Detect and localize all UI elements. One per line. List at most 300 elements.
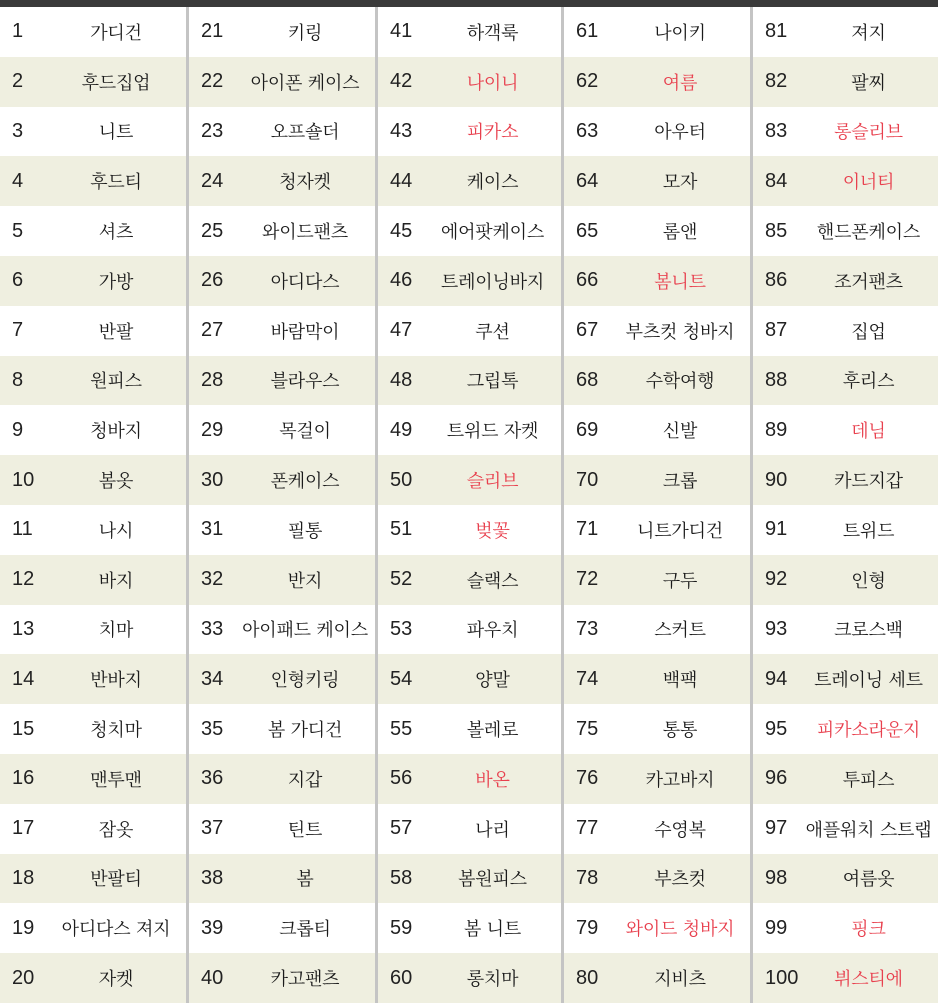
rank-number: 34 bbox=[201, 667, 224, 690]
keyword-label[interactable]: 청치마 bbox=[90, 720, 142, 742]
keyword-row[interactable] bbox=[564, 555, 750, 605]
rank-number: 49 bbox=[390, 418, 413, 441]
keyword-label[interactable]: 트레이닝 세트 bbox=[814, 670, 923, 692]
rank-number: 58 bbox=[390, 866, 413, 889]
rank-number: 14 bbox=[12, 667, 35, 690]
keyword-row[interactable] bbox=[0, 7, 186, 57]
keyword-label[interactable]: 반팔 bbox=[98, 321, 134, 343]
keyword-row[interactable] bbox=[753, 654, 938, 704]
keyword-label[interactable]: 니트 bbox=[98, 122, 134, 144]
rank-number: 26 bbox=[201, 269, 224, 292]
rank-number: 92 bbox=[765, 568, 788, 591]
keyword-label[interactable]: 트위드 bbox=[842, 520, 895, 542]
rank-number: 46 bbox=[390, 269, 413, 292]
rank-number: 64 bbox=[576, 169, 599, 192]
keyword-label[interactable]: 반지 bbox=[287, 570, 323, 592]
keyword-label[interactable]: 수영복 bbox=[654, 819, 706, 841]
keyword-row[interactable] bbox=[378, 405, 561, 455]
keyword-row[interactable] bbox=[378, 854, 561, 904]
rank-number: 33 bbox=[201, 617, 224, 640]
keyword-label[interactable]: 백팩 bbox=[662, 670, 698, 692]
keyword-label[interactable]: 나시 bbox=[98, 520, 134, 542]
rank-number: 22 bbox=[201, 70, 224, 93]
keyword-label[interactable]: 핸드폰케이스 bbox=[816, 222, 921, 244]
keyword-row[interactable] bbox=[564, 704, 750, 754]
keyword-row[interactable] bbox=[189, 505, 375, 555]
rank-number: 81 bbox=[765, 20, 788, 43]
keyword-row[interactable] bbox=[0, 57, 186, 107]
keyword-row[interactable] bbox=[378, 206, 561, 256]
keyword-row[interactable] bbox=[753, 505, 938, 555]
rank-number: 68 bbox=[576, 368, 599, 391]
keyword-row[interactable] bbox=[753, 206, 938, 256]
rank-number: 39 bbox=[201, 916, 224, 939]
ranking-column bbox=[0, 7, 186, 1003]
keyword-label[interactable]: 카드지갑 bbox=[834, 471, 903, 493]
keyword-row[interactable] bbox=[564, 156, 750, 206]
rank-number: 88 bbox=[765, 368, 788, 391]
keyword-label-highlighted[interactable]: 바온 bbox=[475, 769, 510, 791]
keyword-row[interactable] bbox=[753, 107, 938, 157]
keyword-label-highlighted[interactable]: 나이니 bbox=[466, 72, 519, 94]
rank-number: 55 bbox=[390, 717, 413, 740]
keyword-row[interactable] bbox=[753, 605, 938, 655]
keyword-label[interactable]: 봄옷 bbox=[98, 471, 134, 493]
keyword-row[interactable] bbox=[189, 206, 375, 256]
keyword-ranking-table bbox=[0, 7, 938, 1003]
rank-number: 17 bbox=[12, 817, 35, 840]
keyword-label[interactable]: 구두 bbox=[662, 570, 698, 592]
ranking-column bbox=[750, 7, 938, 1003]
keyword-label[interactable]: 후리스 bbox=[842, 371, 895, 393]
rank-number: 77 bbox=[576, 817, 599, 840]
keyword-row[interactable] bbox=[564, 306, 750, 356]
keyword-label[interactable]: 반바지 bbox=[90, 670, 142, 692]
keyword-row[interactable] bbox=[0, 605, 186, 655]
keyword-label[interactable]: 신발 bbox=[662, 421, 698, 443]
keyword-row[interactable] bbox=[189, 754, 375, 804]
keyword-label[interactable]: 오프숄더 bbox=[270, 122, 340, 144]
keyword-row[interactable] bbox=[378, 7, 561, 57]
keyword-label[interactable]: 나이키 bbox=[654, 22, 706, 44]
rank-number: 62 bbox=[576, 70, 599, 93]
rank-number: 91 bbox=[765, 518, 788, 541]
keyword-row[interactable] bbox=[753, 804, 938, 854]
rank-number: 98 bbox=[765, 866, 788, 889]
keyword-label[interactable]: 롱치마 bbox=[466, 969, 519, 991]
rank-number: 87 bbox=[765, 319, 788, 342]
keyword-row[interactable] bbox=[753, 356, 938, 406]
keyword-label[interactable]: 수학여행 bbox=[645, 371, 715, 393]
keyword-row[interactable] bbox=[189, 156, 375, 206]
keyword-label[interactable]: 니트가디건 bbox=[637, 520, 723, 542]
rank-number: 67 bbox=[576, 319, 599, 342]
rank-number: 12 bbox=[12, 568, 35, 591]
keyword-label[interactable]: 잠옷 bbox=[98, 819, 134, 841]
keyword-label[interactable]: 아우터 bbox=[654, 122, 706, 144]
keyword-label-highlighted[interactable]: 봄니트 bbox=[654, 271, 706, 293]
rank-number: 76 bbox=[576, 767, 599, 790]
keyword-label[interactable]: 트레이닝바지 bbox=[440, 271, 545, 293]
keyword-label[interactable]: 지갑 bbox=[287, 769, 323, 791]
keyword-label[interactable]: 목걸이 bbox=[279, 421, 331, 443]
rank-number: 35 bbox=[201, 717, 224, 740]
rank-number: 5 bbox=[12, 219, 24, 242]
keyword-row[interactable] bbox=[189, 704, 375, 754]
keyword-label[interactable]: 봄 니트 bbox=[463, 919, 522, 941]
rank-number: 24 bbox=[201, 169, 224, 192]
keyword-row[interactable] bbox=[0, 405, 186, 455]
rank-number: 38 bbox=[201, 866, 224, 889]
keyword-label[interactable]: 집업 bbox=[851, 321, 886, 343]
keyword-label[interactable]: 볼레로 bbox=[466, 720, 519, 742]
rank-number: 43 bbox=[390, 119, 413, 142]
rank-number: 18 bbox=[12, 866, 35, 889]
keyword-row[interactable] bbox=[564, 405, 750, 455]
keyword-label-highlighted[interactable]: 피카소 bbox=[466, 122, 519, 144]
rank-number: 85 bbox=[765, 219, 788, 242]
rank-number: 100 bbox=[765, 966, 799, 989]
keyword-label-highlighted[interactable]: 여름 bbox=[662, 72, 698, 94]
rank-number: 65 bbox=[576, 219, 599, 242]
rank-number: 23 bbox=[201, 119, 224, 142]
keyword-row[interactable] bbox=[0, 754, 186, 804]
rank-number: 72 bbox=[576, 568, 599, 591]
keyword-row[interactable] bbox=[564, 854, 750, 904]
rank-number: 41 bbox=[390, 20, 413, 43]
rank-number: 8 bbox=[12, 368, 24, 391]
ranking-column bbox=[186, 7, 375, 1003]
keyword-row[interactable] bbox=[378, 505, 561, 555]
keyword-row[interactable] bbox=[189, 953, 375, 1003]
keyword-row[interactable] bbox=[378, 754, 561, 804]
keyword-label[interactable]: 필통 bbox=[287, 520, 323, 542]
keyword-label[interactable]: 반팔티 bbox=[90, 869, 142, 891]
rank-number: 2 bbox=[12, 70, 24, 93]
keyword-label[interactable]: 틴트 bbox=[287, 819, 323, 841]
keyword-row[interactable] bbox=[753, 256, 938, 306]
keyword-row[interactable] bbox=[564, 256, 750, 306]
keyword-label[interactable]: 아이폰 케이스 bbox=[250, 72, 360, 94]
rank-number: 19 bbox=[12, 916, 35, 939]
keyword-row[interactable] bbox=[564, 206, 750, 256]
keyword-row[interactable] bbox=[189, 405, 375, 455]
rank-number: 56 bbox=[390, 767, 413, 790]
rank-number: 11 bbox=[12, 518, 33, 541]
rank-number: 48 bbox=[390, 368, 413, 391]
keyword-label[interactable]: 투피스 bbox=[842, 769, 895, 791]
keyword-row[interactable] bbox=[0, 206, 186, 256]
keyword-row[interactable] bbox=[378, 953, 561, 1003]
keyword-label[interactable]: 바람막이 bbox=[270, 321, 340, 343]
rank-number: 79 bbox=[576, 916, 599, 939]
keyword-label[interactable]: 카고팬츠 bbox=[270, 969, 340, 991]
keyword-row[interactable] bbox=[564, 903, 750, 953]
keyword-row[interactable] bbox=[0, 107, 186, 157]
keyword-label[interactable]: 블라우스 bbox=[270, 371, 340, 393]
keyword-row[interactable] bbox=[753, 57, 938, 107]
rank-number: 70 bbox=[576, 468, 599, 491]
rank-number: 3 bbox=[12, 119, 24, 142]
keyword-label[interactable]: 키링 bbox=[287, 22, 323, 44]
rank-number: 96 bbox=[765, 767, 788, 790]
keyword-label[interactable]: 스커트 bbox=[654, 620, 706, 642]
keyword-row[interactable] bbox=[378, 57, 561, 107]
keyword-label[interactable]: 후드집업 bbox=[81, 72, 151, 94]
keyword-row[interactable] bbox=[564, 57, 750, 107]
rank-number: 13 bbox=[12, 617, 35, 640]
rank-number: 80 bbox=[576, 966, 599, 989]
rank-number: 32 bbox=[201, 568, 224, 591]
keyword-row[interactable] bbox=[189, 107, 375, 157]
keyword-row[interactable] bbox=[564, 7, 750, 57]
rank-number: 31 bbox=[201, 518, 224, 541]
keyword-label-highlighted[interactable]: 피카소라운지 bbox=[816, 720, 921, 742]
keyword-label-highlighted[interactable]: 롱슬리브 bbox=[834, 122, 903, 144]
rank-number: 6 bbox=[12, 269, 24, 292]
rank-number: 59 bbox=[390, 916, 413, 939]
keyword-row[interactable] bbox=[378, 903, 561, 953]
rank-number: 94 bbox=[765, 667, 788, 690]
keyword-label[interactable]: 롬앤 bbox=[662, 222, 698, 244]
keyword-row[interactable] bbox=[0, 854, 186, 904]
top-bar bbox=[0, 0, 938, 7]
keyword-label[interactable]: 인형 bbox=[851, 570, 886, 592]
keyword-label[interactable]: 나리 bbox=[475, 819, 510, 841]
keyword-row[interactable] bbox=[0, 505, 186, 555]
keyword-row[interactable] bbox=[0, 555, 186, 605]
keyword-label[interactable]: 여름옷 bbox=[842, 869, 895, 891]
keyword-label[interactable]: 가디건 bbox=[90, 22, 142, 44]
rank-number: 40 bbox=[201, 966, 224, 989]
rank-number: 20 bbox=[12, 966, 35, 989]
keyword-row[interactable] bbox=[564, 605, 750, 655]
keyword-row[interactable] bbox=[0, 455, 186, 505]
keyword-row[interactable] bbox=[189, 7, 375, 57]
rank-number: 89 bbox=[765, 418, 788, 441]
rank-number: 95 bbox=[765, 717, 788, 740]
rank-number: 52 bbox=[390, 568, 413, 591]
keyword-row[interactable] bbox=[189, 455, 375, 505]
keyword-label-highlighted[interactable]: 와이드 청바지 bbox=[625, 919, 735, 941]
keyword-row[interactable] bbox=[378, 455, 561, 505]
keyword-row[interactable] bbox=[0, 804, 186, 854]
keyword-label[interactable]: 카고바지 bbox=[645, 769, 715, 791]
rank-number: 97 bbox=[765, 817, 788, 840]
rank-number: 84 bbox=[765, 169, 788, 192]
keyword-label[interactable]: 양말 bbox=[475, 670, 510, 692]
keyword-row[interactable] bbox=[753, 555, 938, 605]
keyword-label[interactable]: 원피스 bbox=[90, 371, 142, 393]
rank-number: 42 bbox=[390, 70, 413, 93]
keyword-row[interactable] bbox=[753, 704, 938, 754]
keyword-label[interactable]: 청바지 bbox=[90, 421, 142, 443]
rank-number: 36 bbox=[201, 767, 224, 790]
keyword-row[interactable] bbox=[0, 953, 186, 1003]
keyword-row[interactable] bbox=[753, 455, 938, 505]
rank-number: 51 bbox=[390, 518, 413, 541]
keyword-label[interactable]: 크롭티 bbox=[279, 919, 331, 941]
keyword-row[interactable] bbox=[189, 854, 375, 904]
rank-number: 86 bbox=[765, 269, 788, 292]
keyword-label-highlighted[interactable]: 핑크 bbox=[851, 919, 886, 941]
keyword-row[interactable] bbox=[564, 953, 750, 1003]
keyword-label[interactable]: 지비츠 bbox=[654, 969, 706, 991]
keyword-row[interactable] bbox=[564, 107, 750, 157]
keyword-row[interactable] bbox=[189, 903, 375, 953]
keyword-row[interactable] bbox=[564, 754, 750, 804]
keyword-row[interactable] bbox=[0, 156, 186, 206]
keyword-row[interactable] bbox=[189, 654, 375, 704]
keyword-label[interactable]: 바지 bbox=[98, 570, 134, 592]
rank-number: 15 bbox=[12, 717, 35, 740]
keyword-label[interactable]: 후드티 bbox=[90, 172, 142, 194]
keyword-label[interactable]: 트위드 자켓 bbox=[446, 421, 539, 443]
keyword-label[interactable]: 가방 bbox=[98, 271, 134, 293]
rank-number: 44 bbox=[390, 169, 413, 192]
keyword-row[interactable] bbox=[189, 356, 375, 406]
rank-number: 1 bbox=[12, 20, 24, 43]
rank-number: 57 bbox=[390, 817, 413, 840]
keyword-row[interactable] bbox=[564, 505, 750, 555]
rank-number: 30 bbox=[201, 468, 224, 491]
keyword-label[interactable]: 크로스백 bbox=[834, 620, 903, 642]
rank-number: 78 bbox=[576, 866, 599, 889]
rank-number: 4 bbox=[12, 169, 24, 192]
keyword-label[interactable]: 인형키링 bbox=[270, 670, 340, 692]
keyword-row[interactable] bbox=[753, 754, 938, 804]
keyword-row[interactable] bbox=[753, 854, 938, 904]
keyword-row[interactable] bbox=[189, 57, 375, 107]
keyword-label[interactable]: 조거팬츠 bbox=[834, 271, 903, 293]
rank-number: 74 bbox=[576, 667, 599, 690]
keyword-label[interactable]: 파우치 bbox=[466, 620, 519, 642]
keyword-row[interactable] bbox=[564, 455, 750, 505]
keyword-row[interactable] bbox=[378, 605, 561, 655]
keyword-label[interactable]: 애플워치 스트랩 bbox=[805, 819, 932, 841]
keyword-row[interactable] bbox=[378, 555, 561, 605]
ranking-column bbox=[561, 7, 750, 1003]
rank-number: 90 bbox=[765, 468, 788, 491]
rank-number: 71 bbox=[576, 518, 599, 541]
rank-number: 28 bbox=[201, 368, 224, 391]
keyword-label-highlighted[interactable]: 뷔스티에 bbox=[834, 969, 903, 991]
keyword-label-highlighted[interactable]: 데님 bbox=[851, 421, 886, 443]
keyword-row[interactable] bbox=[564, 654, 750, 704]
keyword-row[interactable] bbox=[378, 804, 561, 854]
keyword-label[interactable]: 통통 bbox=[662, 720, 698, 742]
keyword-row[interactable] bbox=[378, 704, 561, 754]
rank-number: 61 bbox=[576, 20, 599, 43]
keyword-label-highlighted[interactable]: 벚꽃 bbox=[475, 520, 510, 542]
keyword-label[interactable]: 아이패드 케이스 bbox=[242, 620, 368, 642]
keyword-label[interactable]: 봄 가디건 bbox=[267, 720, 343, 742]
keyword-label[interactable]: 와이드팬츠 bbox=[262, 222, 348, 244]
keyword-row[interactable] bbox=[0, 704, 186, 754]
rank-number: 53 bbox=[390, 617, 413, 640]
rank-number: 10 bbox=[12, 468, 35, 491]
rank-number: 27 bbox=[201, 319, 224, 342]
rank-number: 60 bbox=[390, 966, 413, 989]
keyword-row[interactable] bbox=[0, 256, 186, 306]
keyword-label[interactable]: 슬랙스 bbox=[466, 570, 519, 592]
keyword-row[interactable] bbox=[0, 356, 186, 406]
keyword-label[interactable]: 봄 bbox=[296, 869, 314, 891]
keyword-label[interactable]: 치마 bbox=[98, 620, 134, 642]
keyword-label[interactable]: 봄원피스 bbox=[458, 869, 527, 891]
keyword-row[interactable] bbox=[753, 156, 938, 206]
keyword-label[interactable]: 맨투맨 bbox=[90, 769, 142, 791]
keyword-row[interactable] bbox=[189, 306, 375, 356]
rank-number: 47 bbox=[390, 319, 413, 342]
keyword-row[interactable] bbox=[378, 306, 561, 356]
keyword-label[interactable]: 하객룩 bbox=[466, 22, 519, 44]
keyword-label[interactable]: 아디다스 bbox=[270, 271, 340, 293]
rank-number: 73 bbox=[576, 617, 599, 640]
keyword-row[interactable] bbox=[0, 903, 186, 953]
keyword-row[interactable] bbox=[753, 306, 938, 356]
keyword-label[interactable]: 쿠션 bbox=[475, 321, 510, 343]
rank-number: 75 bbox=[576, 717, 599, 740]
rank-number: 7 bbox=[12, 319, 24, 342]
rank-number: 45 bbox=[390, 219, 413, 242]
keyword-row[interactable] bbox=[378, 256, 561, 306]
keyword-label[interactable]: 청자켓 bbox=[279, 172, 331, 194]
rank-number: 66 bbox=[576, 269, 599, 292]
keyword-row[interactable] bbox=[189, 804, 375, 854]
keyword-row[interactable] bbox=[753, 7, 938, 57]
rank-number: 63 bbox=[576, 119, 599, 142]
keyword-row[interactable] bbox=[378, 654, 561, 704]
keyword-label[interactable]: 폰케이스 bbox=[270, 471, 340, 493]
keyword-row[interactable] bbox=[753, 405, 938, 455]
keyword-row[interactable] bbox=[753, 903, 938, 953]
keyword-label[interactable]: 아디다스 져지 bbox=[61, 919, 171, 941]
rank-number: 69 bbox=[576, 418, 599, 441]
keyword-row[interactable] bbox=[378, 156, 561, 206]
rank-number: 93 bbox=[765, 617, 788, 640]
rank-number: 99 bbox=[765, 916, 788, 939]
rank-number: 29 bbox=[201, 418, 224, 441]
keyword-label[interactable]: 크롭 bbox=[662, 471, 698, 493]
keyword-label[interactable]: 케이스 bbox=[466, 172, 519, 194]
keyword-label[interactable]: 그립톡 bbox=[466, 371, 519, 393]
keyword-label[interactable]: 자켓 bbox=[98, 969, 134, 991]
keyword-label[interactable]: 팔찌 bbox=[851, 72, 886, 94]
keyword-label[interactable]: 모자 bbox=[662, 172, 698, 194]
keyword-label-highlighted[interactable]: 이너티 bbox=[842, 172, 895, 194]
keyword-row[interactable] bbox=[0, 306, 186, 356]
keyword-row[interactable] bbox=[0, 654, 186, 704]
keyword-label[interactable]: 부츠컷 청바지 bbox=[625, 321, 735, 343]
keyword-row[interactable] bbox=[378, 356, 561, 406]
keyword-row[interactable] bbox=[564, 804, 750, 854]
keyword-label[interactable]: 에어팟케이스 bbox=[440, 222, 545, 244]
rank-number: 50 bbox=[390, 468, 413, 491]
keyword-row[interactable] bbox=[189, 605, 375, 655]
keyword-row[interactable] bbox=[378, 107, 561, 157]
keyword-label-highlighted[interactable]: 슬리브 bbox=[466, 471, 519, 493]
keyword-row[interactable] bbox=[564, 356, 750, 406]
keyword-label[interactable]: 져지 bbox=[851, 22, 886, 44]
keyword-row[interactable] bbox=[753, 953, 938, 1003]
rank-number: 54 bbox=[390, 667, 413, 690]
keyword-row[interactable] bbox=[189, 555, 375, 605]
rank-number: 37 bbox=[201, 817, 224, 840]
keyword-label[interactable]: 부츠컷 bbox=[654, 869, 706, 891]
keyword-row[interactable] bbox=[189, 256, 375, 306]
keyword-label[interactable]: 셔츠 bbox=[98, 222, 134, 244]
